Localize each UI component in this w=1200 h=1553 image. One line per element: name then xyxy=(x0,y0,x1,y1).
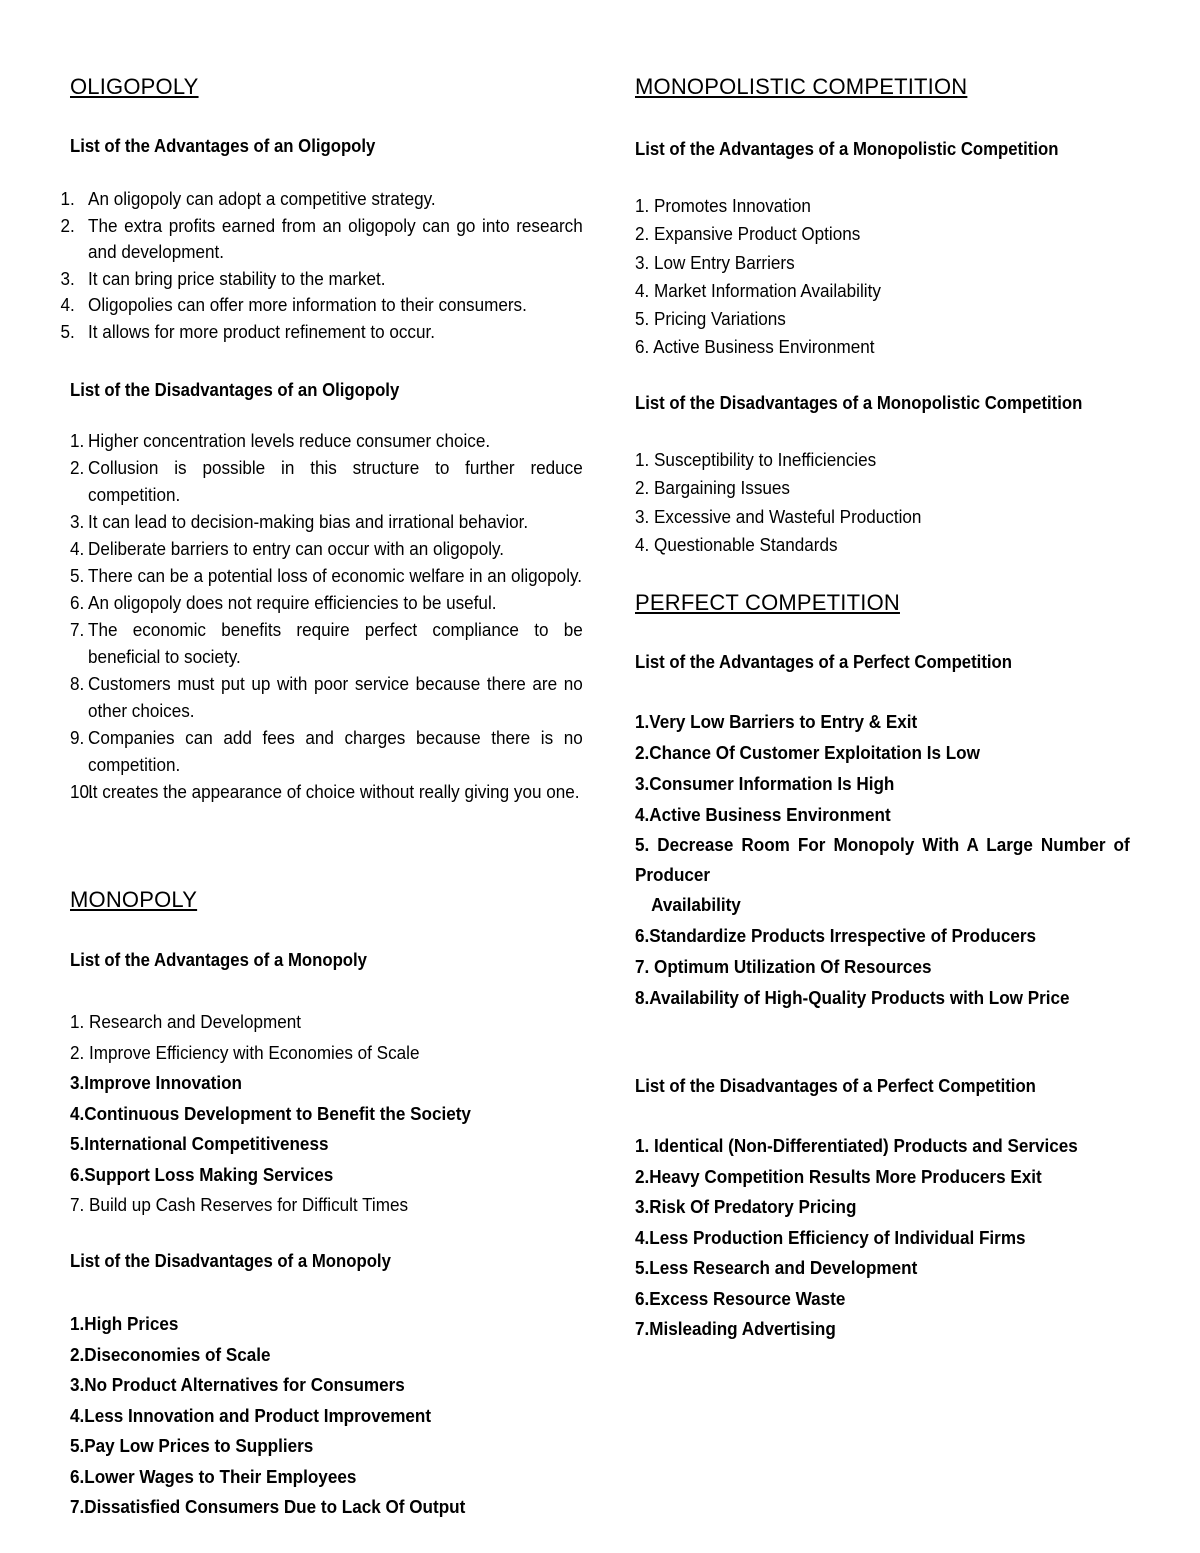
list-item: 5.International Competitiveness xyxy=(70,1134,329,1154)
list-item: 6.Standardize Products Irrespective of Producers xyxy=(635,926,1037,946)
list-item: 2.Heavy Competition Results More Producers Exit xyxy=(635,1166,1042,1187)
list-item: 2. Bargaining Issues xyxy=(635,478,790,499)
list-item: 5.Pay Low Prices to Suppliers xyxy=(70,1436,314,1456)
list-item: 5. Pricing Variations xyxy=(635,309,786,330)
list-item: 2.Chance Of Customer Exploitation Is Low xyxy=(635,743,980,763)
list-item: 2. Collusion is possible in this structure to further reduce competition. xyxy=(70,458,583,505)
list-item: 1. Susceptibility to Inefficiencies xyxy=(635,450,877,470)
monopoly-disadvantages-title: List of the Disadvantages of a Monopoly xyxy=(70,1251,391,1271)
list-item: 2. The extra profits earned from an oligopoly can go into research and development. xyxy=(60,215,583,262)
list-item: 1. Higher concentration levels reduce consumer choice. xyxy=(70,431,491,451)
list-item: 4. Questionable Standards xyxy=(635,534,838,555)
list-item: 5.Less Research and Development xyxy=(635,1258,918,1278)
list-item: 3.No Product Alternatives for Consumers xyxy=(70,1375,405,1395)
list-item: 3.Improve Innovation xyxy=(70,1073,242,1093)
perfect-advantages-list xyxy=(635,707,1130,1014)
list-item: 6.Support Loss Making Services xyxy=(70,1164,334,1185)
list-item: 3. It can lead to decision-making bias and irrational behavior. xyxy=(70,512,529,532)
list-item: 7.Misleading Advertising xyxy=(635,1319,836,1339)
list-item: 4.Less Production Efficiency of Individual Firms xyxy=(635,1227,1026,1248)
perfect-disadvantages-title: List of the Disadvantages of a Perfect Competition xyxy=(635,1076,1036,1096)
oligopoly-disadvantages-list xyxy=(70,428,583,806)
oligopoly-advantages-title: List of the Advantages of an Oligopoly xyxy=(70,136,376,156)
list-item: 6. An oligopoly does not require efficiencies to be useful. xyxy=(70,593,497,613)
list-item: 9. Companies can add fees and charges because there is no competition. xyxy=(70,728,583,775)
list-item: 5. It allows for more product refinement to occur. xyxy=(60,321,435,342)
perfect-disadvantages-list xyxy=(635,1131,1130,1345)
list-item: 1. An oligopoly can adopt a competitive strategy. xyxy=(60,189,436,209)
list-item: 6.Lower Wages to Their Employees xyxy=(70,1466,357,1487)
list-item: 4. Deliberate barriers to entry can occur with an oligopoly. xyxy=(70,539,505,559)
list-item: 1. Promotes Innovation xyxy=(635,196,811,216)
list-item: 4.Continuous Development to Benefit the Society xyxy=(70,1103,471,1124)
list-item: 5. Decrease Room For Monopoly With A Large Number of Producer xyxy=(635,835,1130,885)
list-item: Availability xyxy=(651,895,741,915)
list-item: 8. Customers must put up with poor service because there are no other choices. xyxy=(70,674,583,721)
list-item: 1.High Prices xyxy=(70,1314,179,1334)
perfect-advantages-title: List of the Advantages of a Perfect Competition xyxy=(635,652,1013,672)
monopolistic-disadvantages-title: List of the Disadvantages of a Monopolistic Competition xyxy=(635,393,1083,413)
monopoly-advantages-title: List of the Advantages of a Monopoly xyxy=(70,950,367,970)
oligopoly-disadvantages-title: List of the Disadvantages of an Oligopoly xyxy=(70,380,400,400)
list-item: 8.Availability of High-Quality Products with Low Price xyxy=(635,988,1070,1008)
list-item: 4.Active Business Environment xyxy=(635,805,891,825)
list-item: 1. Research and Development xyxy=(70,1012,302,1032)
list-item: 3.Risk Of Predatory Pricing xyxy=(635,1197,857,1217)
list-item: 5. There can be a potential loss of economic welfare in an oligopoly. xyxy=(70,566,583,586)
list-item: 6.Excess Resource Waste xyxy=(635,1288,846,1309)
list-item: 1. Identical (Non-Differentiated) Products and Services xyxy=(635,1136,1078,1156)
monopolistic-disadvantages-list xyxy=(635,446,1130,559)
monopolistic-heading: MONOPOLISTIC COMPETITION xyxy=(635,74,968,99)
list-item: 4.Less Innovation and Product Improvement xyxy=(70,1405,432,1426)
monopolistic-advantages-title: List of the Advantages of a Monopolistic Competition xyxy=(635,139,1059,159)
list-item: 7.Dissatisfied Consumers Due to Lack Of Output xyxy=(70,1497,466,1517)
list-item: 2.Diseconomies of Scale xyxy=(70,1344,271,1365)
list-item: 2. Expansive Product Options xyxy=(635,224,861,245)
list-item: 2. Improve Efficiency with Economies of Scale xyxy=(70,1042,420,1063)
list-item: 6. Active Business Environment xyxy=(635,337,875,358)
list-item: 4. Market Information Availability xyxy=(635,280,881,301)
oligopoly-advantages-list xyxy=(60,186,583,345)
perfect-heading: PERFECT COMPETITION xyxy=(635,590,900,615)
monopoly-advantages-list xyxy=(70,1007,565,1221)
oligopoly-heading: OLIGOPOLY xyxy=(70,74,199,99)
list-item: 1.Very Low Barriers to Entry & Exit xyxy=(635,712,918,732)
monopoly-heading: MONOPOLY xyxy=(70,887,198,912)
list-item: 3. It can bring price stability to the market. xyxy=(60,268,386,289)
list-item: 3. Excessive and Wasteful Production xyxy=(635,506,922,527)
monopolistic-advantages-list xyxy=(635,192,1130,362)
list-item: 10. It creates the appearance of choice without really giving you one. xyxy=(70,782,580,802)
list-item: 3.Consumer Information Is High xyxy=(635,774,895,794)
list-item: 7. Optimum Utilization Of Resources xyxy=(635,957,932,977)
list-item: 4. Oligopolies can offer more information to their consumers. xyxy=(60,295,527,315)
list-item: 3. Low Entry Barriers xyxy=(635,252,795,273)
list-item: 7. Build up Cash Reserves for Difficult Times xyxy=(70,1195,409,1215)
monopoly-disadvantages-list xyxy=(70,1309,565,1523)
list-item: 7. The economic benefits require perfect compliance to be beneficial to society. xyxy=(70,620,583,667)
